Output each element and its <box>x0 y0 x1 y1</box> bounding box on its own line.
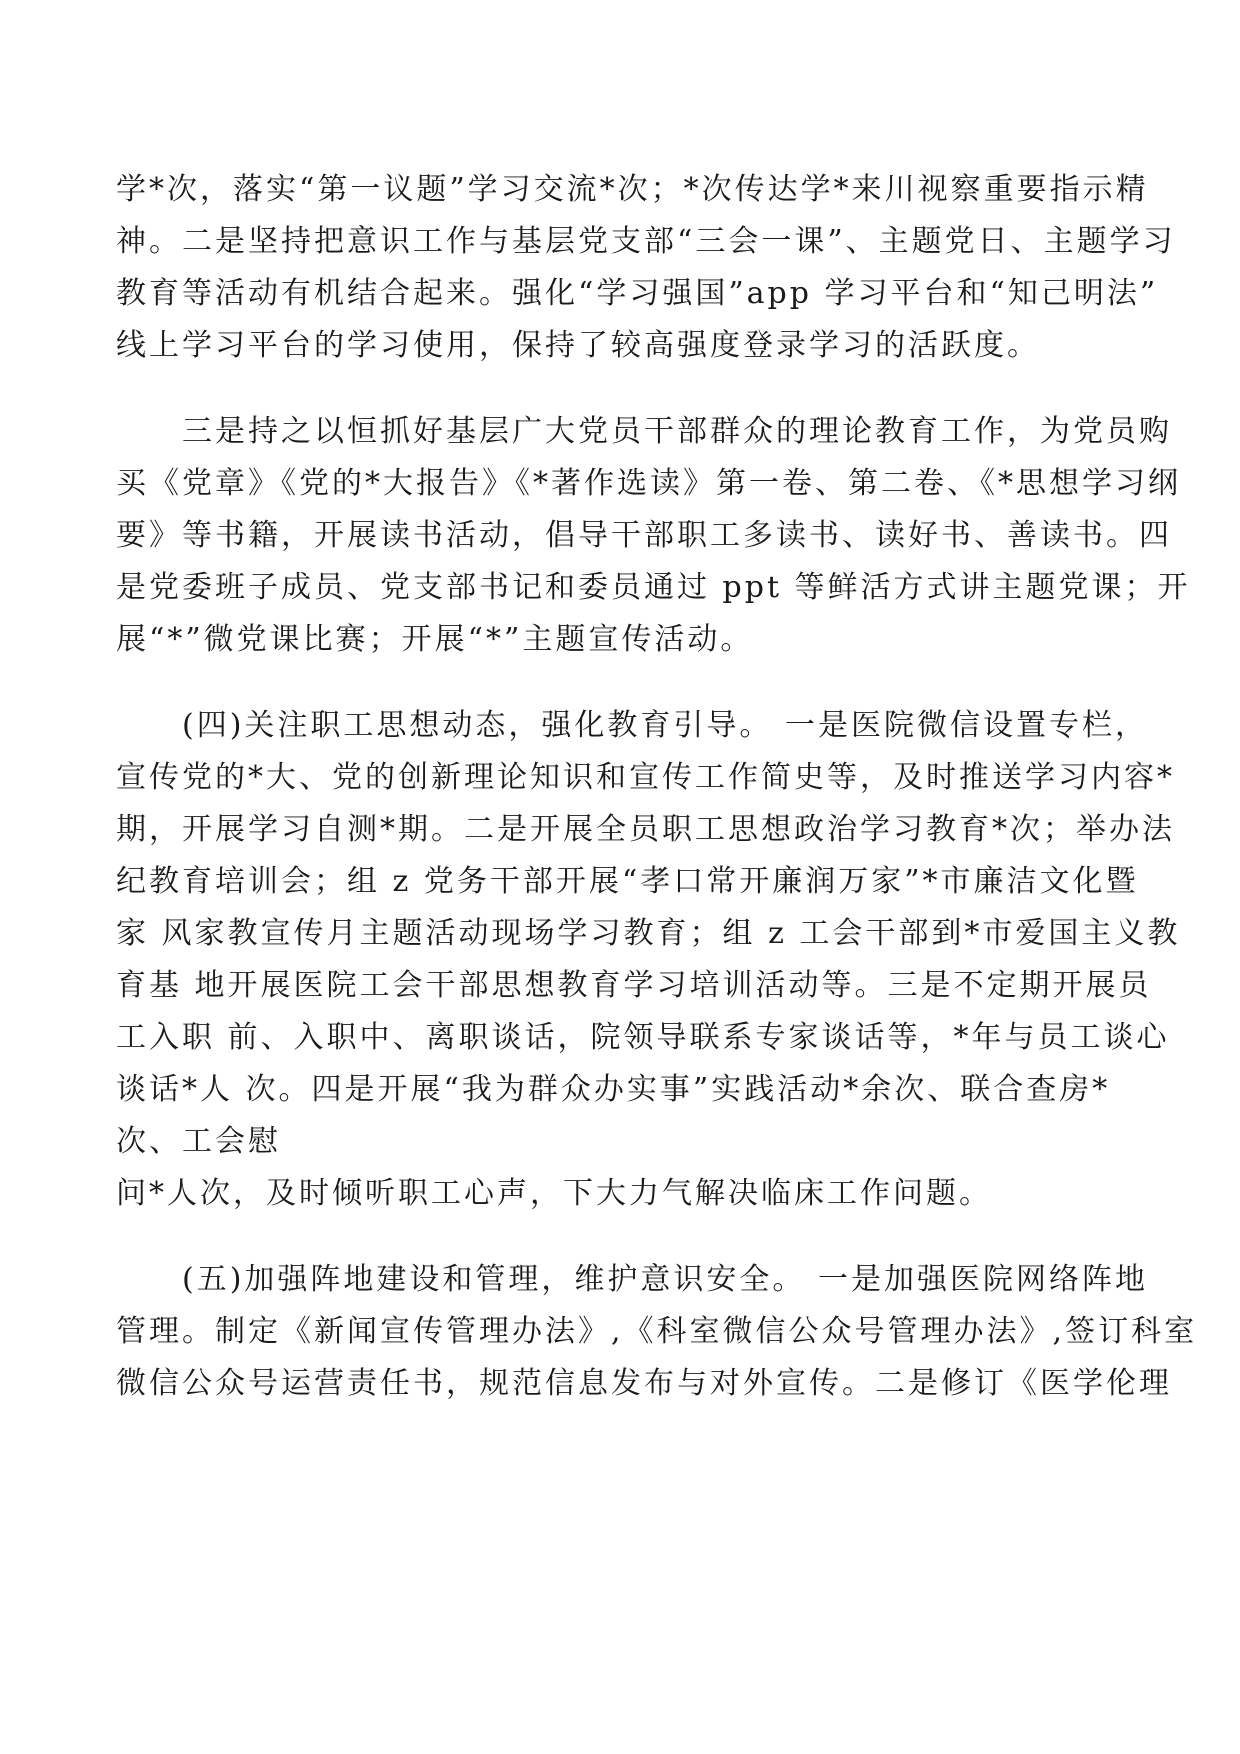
text-line: 宣传党的*大、党的创新理论知识和宣传工作简史等，及时推送学习内容* <box>116 760 1175 795</box>
text-line: 神。二是坚持把意识工作与基层党支部“三会一课”、主题党日、主题学习 <box>116 224 1176 259</box>
text-line: 谈话*人 次。四是开展“我为群众办实事”实践活动*余次、联合查房* <box>116 1072 1111 1107</box>
paragraph-1 <box>116 164 1176 372</box>
paragraph-4 <box>116 1254 1198 1410</box>
text-line: 教育等活动有机结合起来。强化“学习强国”app 学习平台和“知己明法” <box>116 276 1159 311</box>
text-line: 学*次，落实“第一议题”学习交流*次；*次传达学*来川视察重要指示精 <box>116 172 1149 207</box>
text-line: 期，开展学习自测*期。二是开展全员职工思想政治学习教育*次；举办法 <box>116 812 1175 847</box>
text-line: 管理。制定《新闻宣传管理办法》,《科室微信公众号管理办法》,签订科室 <box>116 1314 1198 1349</box>
paragraph-2 <box>116 406 1191 666</box>
paragraph-3 <box>116 700 1181 1220</box>
text-line: 次、工会慰 <box>116 1124 281 1159</box>
text-line: 三是持之以恒抓好基层广大党员干部群众的理论教育工作，为党员购 <box>116 414 1172 449</box>
text-line: 家 风家教宣传月主题活动现场学习教育；组 z 工会干部到*市爱国主义教 <box>116 916 1181 951</box>
text-line: 育基 地开展医院工会干部思想教育学习培训活动等。三是不定期开展员 <box>116 968 1152 1003</box>
text-line: 工入职 前、入职中、离职谈话，院领导联系专家谈话等，*年与员工谈心 <box>116 1020 1170 1055</box>
text-line: 微信公众号运营责任书，规范信息发布与对外宣传。二是修订《医学伦理 <box>116 1366 1172 1401</box>
text-line: 展“*”微党课比赛；开展“*”主题宣传活动。 <box>116 622 754 657</box>
text-line: 纪教育培训会；组 z 党务干部开展“孝口常开廉润万家”*市廉洁文化暨 <box>116 864 1139 899</box>
text-line: 要》等书籍，开展读书活动，倡导干部职工多读书、读好书、善读书。四 <box>116 518 1172 553</box>
text-line: 线上学习平台的学习使用，保持了较高强度登录学习的活跃度。 <box>116 328 1040 363</box>
text-line: (四)关注职工思想动态，强化教育引导。 一是医院微信设置专栏， <box>116 708 1148 743</box>
document-body <box>116 164 1198 1444</box>
text-line: 买《党章》《党的*大报告》《*著作选读》第一卷、第二卷、《*思想学习纲 <box>116 466 1181 501</box>
text-line: (五)加强阵地建设和管理，维护意识安全。 一是加强医院网络阵地 <box>116 1262 1148 1297</box>
text-line: 问*人次，及时倾听职工心声，下大力气解决临床工作问题。 <box>116 1176 992 1211</box>
text-line: 是党委班子成员、党支部书记和委员通过 ppt 等鲜活方式讲主题党课；开 <box>116 570 1191 605</box>
